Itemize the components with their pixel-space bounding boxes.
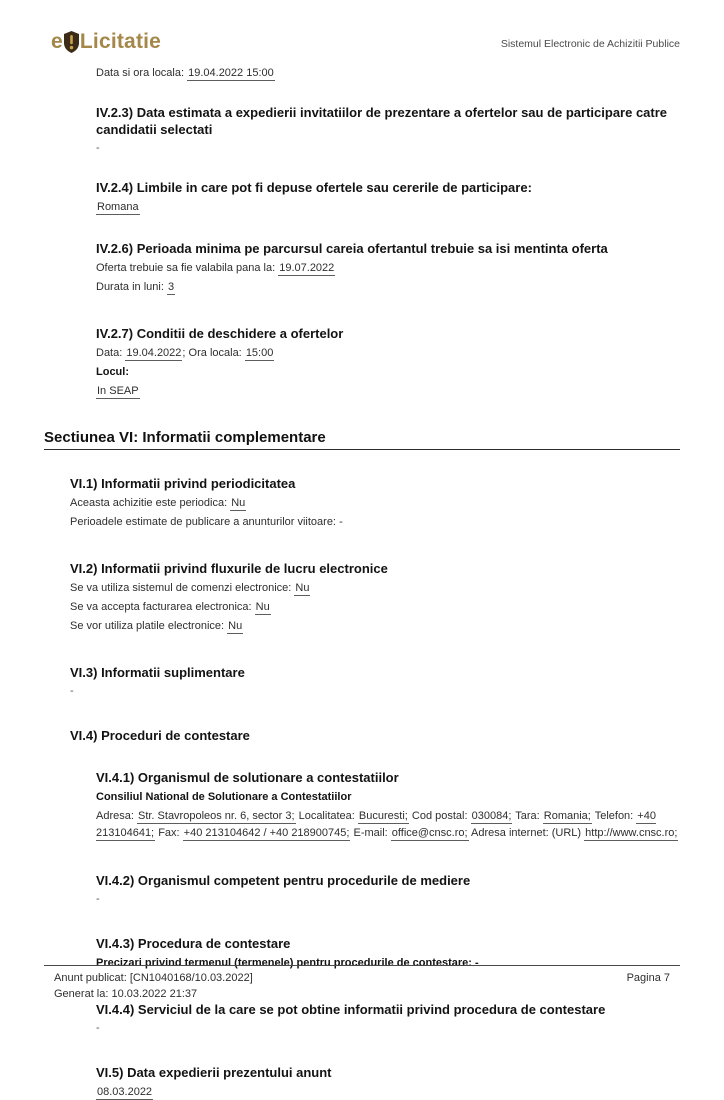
section-title: VI.4.3) Procedura de contestare	[96, 936, 291, 951]
language-value: Romana	[97, 201, 139, 213]
section-title: VI.4) Proceduri de contestare	[70, 728, 250, 743]
page-header	[44, 0, 680, 54]
internet-address-label: Adresa internet: (URL)	[471, 827, 582, 839]
page-number: Pagina 7	[626, 972, 670, 984]
section-iv-2-6	[96, 240, 680, 295]
address-label: Adresa:	[96, 810, 134, 822]
section-title: IV.2.3) Data estimata a expedierii invitatiilor de prezentare a ofertelor sau de participare catre candidatii selectati	[96, 105, 668, 137]
shield-exclamation-icon	[64, 31, 79, 53]
periodic-line	[70, 495, 680, 511]
future-notices-value: -	[339, 516, 343, 528]
electronic-payments-line	[70, 618, 680, 634]
section-title: VI.4.4) Serviciul de la care se pot obtine informatii privind procedura de contestare	[96, 1002, 606, 1017]
time-value: 15:00	[245, 347, 274, 359]
validity-line	[96, 260, 680, 276]
section-title: VI.1) Informatii privind periodicitatea	[70, 476, 296, 491]
phone-value: +40 213104641;	[96, 810, 656, 839]
email-link[interactable]: office@cnsc.ro;	[391, 827, 468, 839]
validity-label: Oferta trebuie sa fie valabila pana la:	[96, 262, 276, 274]
section-vi-2	[70, 560, 680, 634]
section-iv-2-7	[96, 325, 680, 399]
postal-code-value: 030084;	[471, 810, 512, 822]
organization-address	[96, 808, 680, 842]
local-datetime-line	[96, 67, 680, 79]
deadline-details-value: -	[475, 957, 479, 969]
section-vi-5	[96, 1064, 680, 1100]
section-title: VI.2) Informatii privind fluxurile de lucru electronice	[70, 561, 388, 576]
electronic-payments-label: Se vor utiliza platile electronice:	[70, 620, 225, 632]
page-footer	[44, 965, 680, 1000]
periodic-value: Nu	[231, 497, 246, 509]
section-title: IV.2.6) Perioada minima pe parcursul careia ofertantul trebuie sa isi mentinta oferta	[96, 241, 608, 256]
deadline-details-label: Precizari privind termenul (termenele) pentru procedurile de contestare:	[96, 957, 472, 969]
section-title: VI.4.1) Organismul de solutionare a contestatiilor	[96, 770, 399, 785]
dispatch-date-value: 08.03.2022	[97, 1086, 153, 1098]
logo-text-e: e	[51, 30, 63, 53]
date-value: 19.04.2022	[126, 347, 182, 359]
duration-line	[96, 279, 680, 295]
section-iv-2-3	[96, 104, 680, 154]
section-vi-3	[70, 664, 680, 697]
country-value: Romania;	[543, 810, 591, 822]
separator: ;	[182, 347, 186, 359]
section-empty-value: -	[96, 142, 100, 154]
electronic-payments-value: Nu	[228, 620, 243, 632]
opening-date-line	[96, 345, 680, 361]
datetime-value: 19.04.2022 15:00	[188, 67, 274, 79]
electronic-orders-line	[70, 580, 680, 596]
address-value: Str. Stavropoleos nr. 6, sector 3;	[137, 810, 295, 822]
generated-at: Generat la: 10.03.2022 21:37	[54, 988, 198, 1000]
dispatch-date-line	[96, 1084, 680, 1100]
country-label: Tara:	[515, 810, 540, 822]
section-iv-2-4	[96, 179, 680, 215]
section-empty-value: -	[96, 893, 100, 905]
date-label: Data:	[96, 347, 123, 359]
logo-text-licitatie: Licitatie	[79, 30, 162, 53]
duration-value: 3	[167, 281, 175, 293]
electronic-orders-value: Nu	[295, 582, 310, 594]
place-value: In SEAP	[97, 385, 139, 397]
section-title: VI.4.2) Organismul competent pentru procedurile de mediere	[96, 873, 471, 888]
section-title: IV.2.4) Limbile in care pot fi depuse ofertele sau cererile de participare:	[96, 180, 532, 195]
section-empty-value: -	[70, 685, 74, 697]
section-title: VI.5) Data expedierii prezentului anunt	[96, 1065, 332, 1080]
fax-value: +40 213104642 / +40 218900745;	[183, 827, 350, 839]
electronic-invoicing-value: Nu	[255, 601, 270, 613]
organization-name: Consiliul National de Solutionare a Contestatiilor	[96, 791, 352, 803]
notice-published: Anunt publicat: [CN1040168/10.03.2022]	[54, 972, 253, 984]
section-title: VI.3) Informatii suplimentare	[70, 665, 245, 680]
periodic-label: Aceasta achizitie este periodica:	[70, 497, 228, 509]
datetime-label: Data si ora locala:	[96, 67, 185, 79]
section-vi-heading: Sectiunea VI: Informatii complementare	[44, 429, 680, 450]
language-line	[96, 199, 680, 215]
section-empty-value: -	[96, 1022, 100, 1034]
email-label: E-mail:	[353, 827, 388, 839]
validity-value: 19.07.2022	[279, 262, 335, 274]
postal-code-label: Cod postal:	[411, 810, 468, 822]
website-link[interactable]: http://www.cnsc.ro;	[585, 827, 678, 839]
locality-value: Bucuresti;	[358, 810, 408, 822]
phone-label: Telefon:	[594, 810, 634, 822]
locality-label: Localitatea:	[298, 810, 355, 822]
electronic-invoicing-label: Se va accepta facturarea electronica:	[70, 601, 252, 613]
section-title: IV.2.7) Conditii de deschidere a ofertelor	[96, 326, 344, 341]
time-label: Ora locala:	[188, 347, 242, 359]
fax-label: Fax:	[158, 827, 180, 839]
electronic-invoicing-line	[70, 599, 680, 615]
place-line	[96, 383, 680, 399]
section-vi-4-2	[96, 872, 680, 905]
future-notices-line	[70, 514, 680, 530]
section-vi-4-4	[96, 1001, 680, 1034]
system-name: Sistemul Electronic de Achizitii Publice	[500, 38, 680, 50]
section-vi-4-1	[96, 769, 680, 842]
electronic-orders-label: Se va utiliza sistemul de comenzi electronice:	[70, 582, 292, 594]
future-notices-label: Perioadele estimate de publicare a anunturilor viitoare:	[70, 516, 336, 528]
section-vi-4	[70, 727, 680, 744]
e-licitatie-logo	[51, 30, 161, 54]
duration-label: Durata in luni:	[96, 281, 164, 293]
place-label: Locul:	[96, 366, 129, 378]
section-vi-1	[70, 475, 680, 530]
